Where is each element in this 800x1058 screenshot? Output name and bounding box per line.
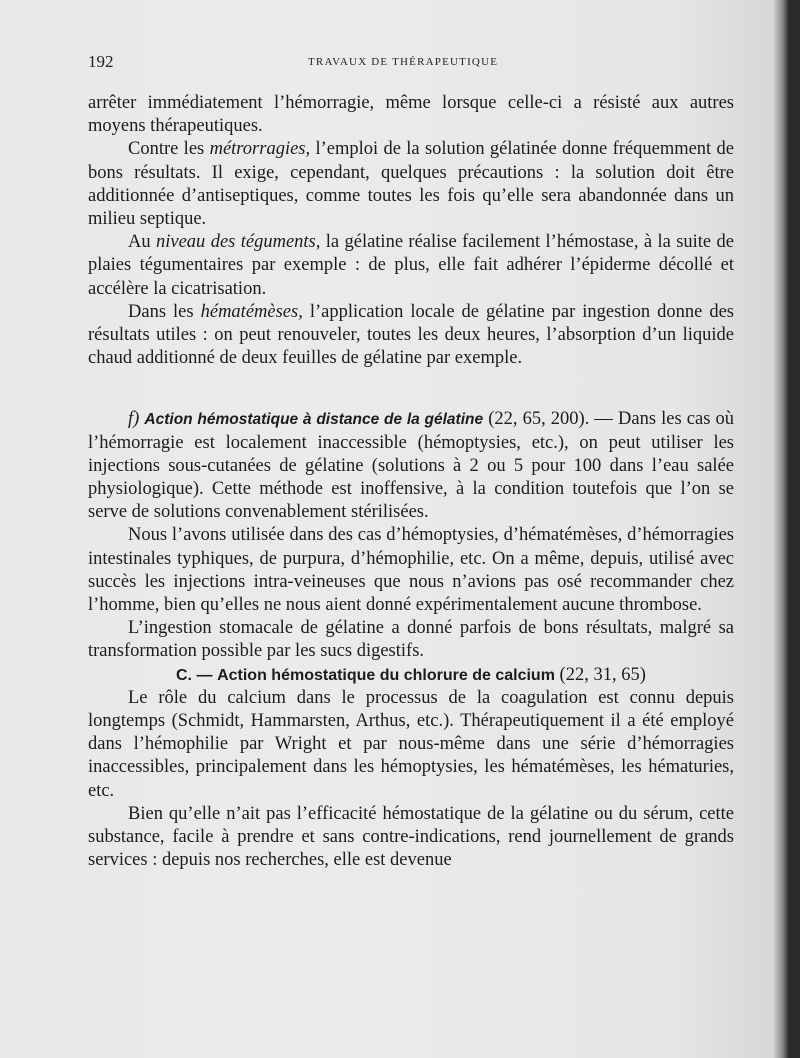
running-title: TRAVAUX DE THÉRAPEUTIQUE xyxy=(308,56,499,68)
paragraph-ingestion: L’ingestion stomacale de gélatine a donné parfois de bons résultats, malgré sa transformation possible par les sucs digestifs. xyxy=(88,618,734,662)
paragraph-metrorragies xyxy=(88,138,734,231)
paragraph-hematemeses-lead: Dans les xyxy=(128,301,201,322)
running-head xyxy=(88,52,734,76)
paragraph-calcium-services: Bien qu’elle n’ait pas l’efficacité hémostatique de la gélatine ou du sérum, cette substance, facile à prendre et sans contre-indications, rend journellement de grands services : depuis nos recherches, elle est devenue xyxy=(88,803,734,871)
paragraph-action-distance-text: — Dans les cas où l’hémorragie est localement inaccessible (hémoptysies, etc.), on peut utiliser les injections sous-cutanées de gélatine (solutions à 2 ou 5 pour 100 dans l’eau salée physiologique). Cette méthode est inoffensive, à la condition toutefois que l’on se serve de solutions convenablement stérilisées. xyxy=(88,409,734,523)
section-title: Action hémostatique du chlorure de calcium xyxy=(217,666,555,684)
section-label: C. — xyxy=(176,666,213,684)
paragraph-teguments xyxy=(88,231,734,301)
paragraph-hemoptysies: Nous l’avons utilisée dans des cas d’hémoptysies, d’hématémèses, d’hémorragies intestinales typhiques, de purpura, d’hémophilie, etc. On a même, depuis, utilisé avec succès les injections intra-veineuses que nous n’avions pas osé recommander chez l’homme, bien qu’elles ne nous aient donné expérimentalement aucune thrombose. xyxy=(88,525,734,616)
body-text xyxy=(88,92,734,873)
paragraph-action-distance xyxy=(88,408,734,524)
section-heading xyxy=(88,664,734,687)
paragraph-continuation: arrêter immédiatement l’hémorragie, même lorsque celle-ci a résisté aux autres moyens thérapeutiques. xyxy=(88,93,734,137)
section-refs: (22, 31, 65) xyxy=(554,664,646,685)
term-metrorragies: métrorragies, xyxy=(209,139,311,160)
page-edge-shadow xyxy=(774,0,788,1058)
term-teguments: niveau des téguments, xyxy=(156,232,321,253)
subsection-refs: (22, 65, 200). xyxy=(483,409,590,430)
paragraph-teguments-text: la gélatine réalise facilement l’hémostase, à la suite de plaies tégumentaires par exemple : de plus, elle fait adhérer l’épiderme décollé et accélère la cicatrisation. xyxy=(88,232,734,299)
paragraph-calcium-role: Le rôle du calcium dans le processus de la coagulation est connu depuis longtemps (Schmidt, Hammarsten, Arthus, etc.). Thérapeutiquement il a été employé dans l’hémophilie par Wright et par nous-même dans une série d’hémorragies inaccessibles, principalement dans les hémoptysies, les hématémèses, les hématuries, etc. xyxy=(88,687,734,801)
paragraph-hematemeses xyxy=(88,301,734,371)
paragraph-metrorragies-text: l’emploi de la solution gélatinée donne fréquemment de bons résultats. Il exige, cependant, quelques précautions : la solution doit être additionnée d’antiseptiques, comme toutes les fois qu’elle sera abandonnée dans un milieu septique. xyxy=(88,139,734,230)
page-number: 192 xyxy=(88,52,114,71)
subsection-marker: f) xyxy=(128,409,140,430)
paragraph-hematemeses-text: l’application locale de gélatine par ingestion donne des résultats utiles : on peut renouveler, toutes les deux heures, l’absorption d’un liquide chaud additionné de deux feuilles de gélatine par exemple. xyxy=(88,301,734,369)
paragraph-metrorragies-lead: Contre les xyxy=(128,139,210,160)
subsection-title: Action hémostatique à distance de la gélatine xyxy=(144,411,484,429)
term-hematemeses: hématémèses, xyxy=(200,301,303,322)
paragraph-teguments-lead: Au xyxy=(128,232,156,253)
